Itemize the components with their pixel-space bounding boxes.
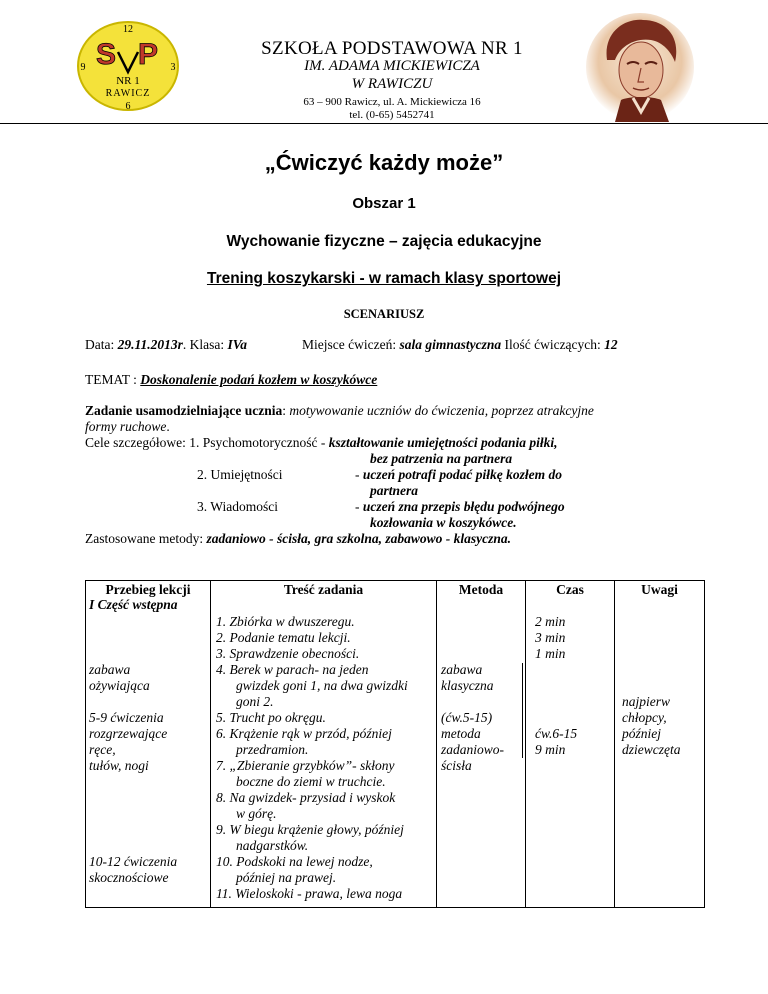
- task-label: Zadanie usamodzielniające ucznia: [85, 403, 283, 418]
- goal-2-num: 2. Umiejętności: [197, 467, 283, 482]
- method-line: metoda: [441, 726, 481, 741]
- methods-value: zadaniowo - ścisła, gra szkolna, zabawowo - klasyczna.: [206, 531, 512, 546]
- logo-line1: NR 1: [116, 75, 140, 87]
- school-name: SZKOŁA PODSTAWOWA NR 1: [261, 38, 523, 59]
- content-line: 10. Podskoki na lewej nodze,: [216, 854, 373, 869]
- date-label: Data:: [85, 337, 118, 352]
- date-value: 29.11.2013r: [117, 337, 183, 352]
- school-address: 63 – 900 Rawicz, ul. A. Mickiewicza 16: [303, 96, 481, 108]
- header-content: Treść zadania: [283, 582, 364, 597]
- methods-label: Zastosowane metody:: [85, 531, 207, 546]
- course-item: [89, 662, 150, 694]
- task-line-2: [85, 419, 170, 435]
- school-phone: tel. (0-65) 5452741: [349, 109, 435, 121]
- header-time: Czas: [556, 582, 584, 597]
- header-method: Metoda: [458, 582, 504, 597]
- school-logo: [76, 20, 180, 112]
- goal-3-dash: -: [355, 499, 363, 514]
- goal-2-dash: -: [355, 467, 363, 482]
- portrait-engraving-icon: [585, 12, 695, 122]
- task-line-1: [85, 403, 594, 419]
- goals-line-1: [85, 435, 557, 451]
- school-patron: IM. ADAMA MICKIEWICZA: [304, 58, 480, 74]
- goal-2-line: [355, 467, 562, 483]
- method-line: ścisła: [441, 758, 472, 773]
- course-item: [89, 854, 177, 886]
- content-line: 8. Na gwizdek- przysiad i wyskok: [216, 790, 396, 805]
- goals-label: Cele szczegółowe:: [85, 435, 190, 450]
- method-item: [441, 662, 493, 694]
- header-course: Przebieg lekcji: [105, 582, 191, 597]
- method-bracket-line: [522, 663, 523, 758]
- content-line: 5. Trucht po okręgu.: [216, 710, 326, 725]
- method-line: zadaniowo-: [441, 742, 505, 757]
- subject-heading: Wychowanie fizyczne – zajęcia edukacyjne: [226, 233, 542, 250]
- program-title: „Ćwiczyć każdy może”: [264, 150, 504, 175]
- topic-label: TEMAT :: [85, 372, 141, 387]
- task-end: .: [166, 419, 170, 434]
- header-divider: [0, 123, 768, 124]
- content-line: gwizdek goni 1, na dwa gwizdki: [236, 678, 408, 693]
- content-line: 6. Krążenie rąk w przód, później: [216, 726, 392, 741]
- count-label: Ilość ćwiczących:: [501, 337, 605, 352]
- goal-1-dash: -: [320, 435, 329, 450]
- logo-left-number: 9: [80, 62, 86, 73]
- lesson-info-line: [85, 337, 247, 353]
- goal-2-text-1: uczeń potrafi podać piłkę kozłem do: [362, 467, 562, 482]
- class-label: . Klasa:: [182, 337, 228, 352]
- content-line: 11. Wieloskoki - prawa, lewa noga: [216, 886, 403, 901]
- methods-line: [85, 531, 511, 547]
- time-line: 9 min: [535, 742, 566, 757]
- content-line: przedramion.: [236, 742, 309, 757]
- lesson-table: [85, 580, 705, 908]
- goal-3-text-1: uczeń zna przepis błędu podwójnego: [362, 499, 565, 514]
- logo-letter-s: S: [95, 38, 117, 71]
- method-line: zabawa: [441, 662, 483, 677]
- place-value: sala gimnastyczna: [399, 337, 502, 352]
- content-line: 9. W biegu krążenie głowy, później: [216, 822, 404, 837]
- goal-1-text-1: kształtowanie umiejętności podania piłki,: [328, 435, 558, 450]
- class-value: IVa: [227, 337, 248, 352]
- logo-line2: RAWICZ: [105, 88, 151, 99]
- course-line: 10-12 ćwiczenia: [89, 854, 178, 869]
- content-line: boczne do ziemi w truchcie.: [236, 774, 386, 789]
- content-line: w górę.: [236, 806, 277, 821]
- content-line: 4. Berek w parach- na jeden: [216, 662, 369, 677]
- goal-1-text-2: bez patrzenia na partnera: [370, 451, 513, 466]
- course-line: zabawa: [89, 662, 131, 677]
- course-line: rozgrzewające: [89, 726, 168, 741]
- time-item: [535, 614, 565, 662]
- goal-1-num: 1. Psychomotoryczność: [189, 435, 321, 450]
- time-line: ćw.6-15: [535, 726, 578, 741]
- content-line: później na prawej.: [236, 870, 337, 885]
- training-heading: Trening koszykarski - w ramach klasy sportowej: [206, 270, 562, 287]
- content-line: 7. „Zbieranie grzybków”- skłony: [216, 758, 395, 773]
- content-line: 2. Podanie tematu lekcji.: [216, 630, 351, 645]
- goal-2-text-2: partnera: [370, 483, 419, 498]
- header-notes: Uwagi: [641, 582, 678, 597]
- content-line: 1. Zbiórka w dwuszeregu.: [216, 614, 355, 629]
- section-title: I Część wstępna: [89, 597, 178, 612]
- time-line: 3 min: [535, 630, 566, 645]
- time-line: 1 min: [535, 646, 566, 661]
- lesson-place-line: [302, 337, 618, 353]
- task-sep: :: [282, 403, 290, 418]
- logo-right-number: 3: [170, 62, 176, 73]
- content-list: [216, 614, 408, 902]
- content-line: nadgarstków.: [236, 838, 309, 853]
- scenario-label: SCENARIUSZ: [343, 307, 425, 321]
- notes-line: chłopcy,: [622, 710, 667, 725]
- time-item: [535, 726, 577, 758]
- course-line: skocznościowe: [89, 870, 169, 885]
- logo-bottom-number: 6: [125, 101, 131, 112]
- goal-3-line: [355, 499, 565, 515]
- place-label: Miejsce ćwiczeń:: [302, 337, 400, 352]
- school-town: W RAWICZU: [351, 76, 433, 92]
- area-heading: Obszar 1: [352, 195, 416, 212]
- logo-letter-p: P: [137, 38, 159, 71]
- task-text-1: motywowanie uczniów do ćwiczenia, poprzez atrakcyjne: [289, 403, 594, 418]
- method-line: (ćw.5-15): [441, 710, 493, 725]
- count-value: 12: [604, 337, 618, 352]
- notes-item: [622, 694, 681, 758]
- goal-3-num: 3. Wiadomości: [197, 499, 278, 514]
- course-line: 5-9 ćwiczenia: [89, 710, 164, 725]
- logo-top-number: 12: [123, 24, 133, 35]
- topic-line: [85, 372, 377, 388]
- content-line: 3. Sprawdzenie obecności.: [216, 646, 360, 661]
- goal-3-text-2: kozłowania w koszykówce.: [370, 515, 517, 530]
- course-line: ręce,: [89, 742, 116, 757]
- course-line: tułów, nogi: [89, 758, 149, 773]
- topic-value: Doskonalenie podań kozłem w koszykówce: [140, 372, 378, 387]
- task-text-2: formy ruchowe: [85, 419, 167, 434]
- course-item: [89, 710, 167, 774]
- notes-line: najpierw: [622, 694, 671, 709]
- notes-line: dziewczęta: [622, 742, 681, 757]
- time-line: 2 min: [535, 614, 566, 629]
- course-line: ożywiająca: [89, 678, 150, 693]
- method-line: klasyczna: [441, 678, 494, 693]
- notes-line: później: [622, 726, 661, 741]
- content-line: goni 2.: [236, 694, 274, 709]
- method-item: [441, 710, 504, 774]
